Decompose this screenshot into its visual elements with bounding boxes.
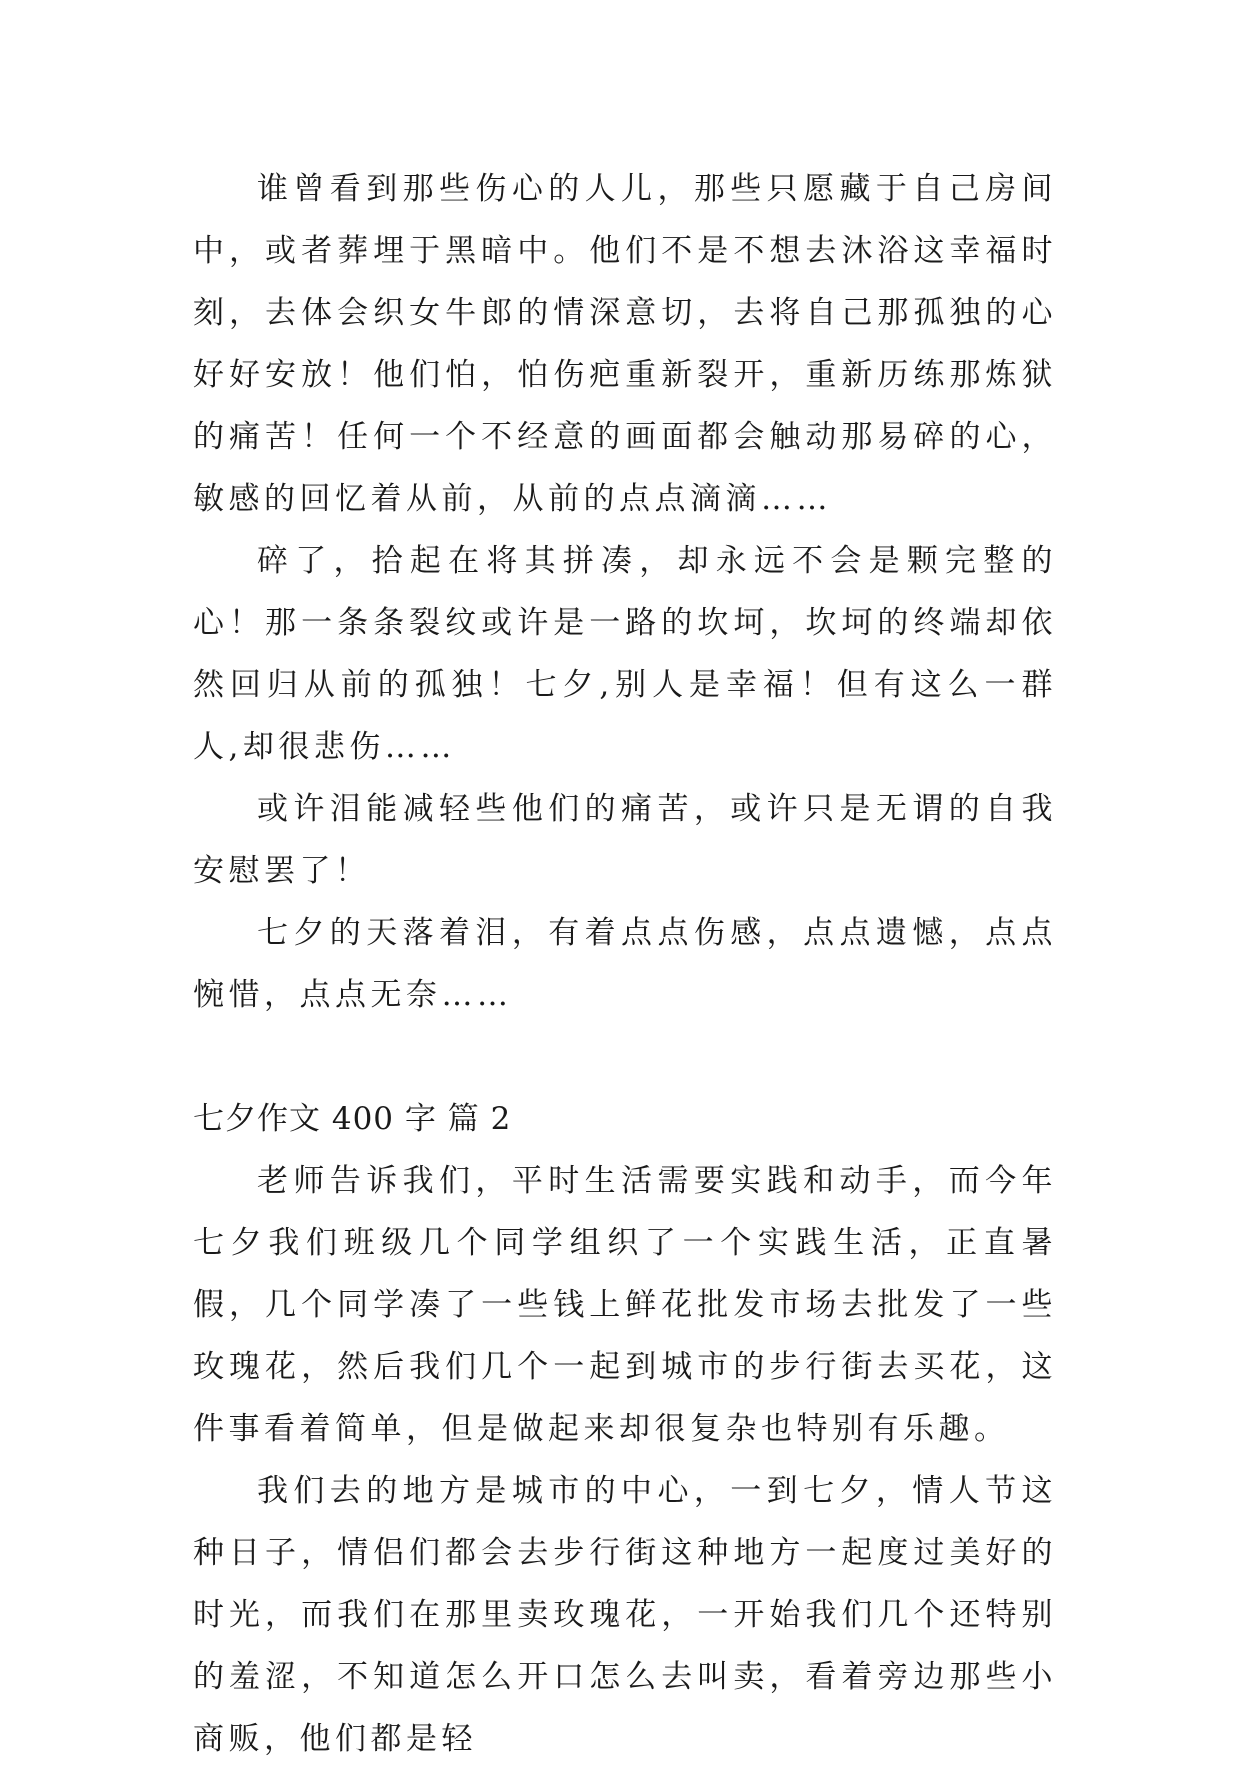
paragraph: 谁曾看到那些伤心的人儿，那些只愿藏于自己房间中，或者葬埋于黑暗中。他们不是不想去沐浴这幸福时刻，去体会织女牛郎的情深意切，去将自己那孤独的心好好安放！他们怕，怕伤疤重新裂开，重新历练那炼狱的痛苦！任何一个不经意的画面都会触动那易碎的心，敏感的回忆着从前，从前的点点滴滴…… [193,171,1057,517]
section-heading: 七夕作文 400 字 篇 2 [193,1101,512,1137]
paragraph: 老师告诉我们，平时生活需要实践和动手，而今年七夕我们班级几个同学组织了一个实践生活，正直暑假，几个同学凑了一些钱上鲜花批发市场去批发了一些玫瑰花，然后我们几个一起到城市的步行街去买花，这件事看着简单，但是做起来却很复杂也特别有乐趣。 [193,1163,1057,1447]
paragraph: 碎了，拾起在将其拼凑，却永远不会是颗完整的心！那一条条裂纹或许是一路的坎坷，坎坷的终端却依然回归从前的孤独！七夕,别人是幸福！但有这么一群人,却很悲伤…… [193,543,1057,765]
document-body [193,158,1057,1770]
paragraph: 七夕的天落着泪，有着点点伤感，点点遗憾，点点惋惜，点点无奈…… [193,915,1057,1013]
paragraph: 我们去的地方是城市的中心，一到七夕，情人节这种日子，情侣们都会去步行街这种地方一起度过美好的时光，而我们在那里卖玫瑰花，一开始我们几个还特别的羞涩，不知道怎么开口怎么去叫卖，看着旁边那些小商贩，他们都是轻 [193,1473,1057,1757]
paragraph: 或许泪能减轻些他们的痛苦，或许只是无谓的自我安慰罢了！ [193,791,1057,889]
